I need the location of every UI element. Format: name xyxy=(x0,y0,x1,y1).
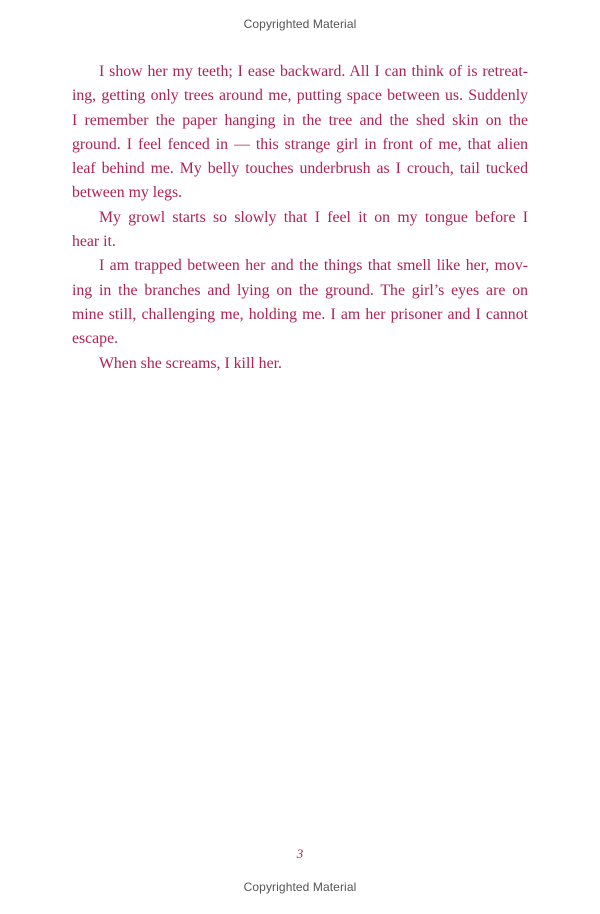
text-line: mine still, challenging me, holding me. I am her prisoner and I cannot xyxy=(72,305,528,323)
text-line: ing in the branches and lying on the ground. The girl’s eyes are on xyxy=(72,281,528,299)
text-line: ground. I feel fenced in — this strange girl in front of me, that alien xyxy=(72,135,528,153)
page-number: 3 xyxy=(296,846,304,861)
text-line: leaf behind me. My belly touches underbrush as I crouch, tail tucked xyxy=(72,160,528,178)
copyright-watermark-bottom: Copyrighted Material xyxy=(243,880,357,894)
paragraph xyxy=(72,352,528,376)
paragraph xyxy=(72,60,528,206)
text-line: My growl starts so slowly that I feel it on my tongue before I xyxy=(99,208,528,226)
text-line: hear it. xyxy=(72,233,116,251)
copyright-watermark-top: Copyrighted Material xyxy=(243,17,357,31)
text-line: escape. xyxy=(72,330,119,348)
paragraph xyxy=(72,206,528,255)
text-line: I show her my teeth; I ease backward. All I can think of is retreat- xyxy=(99,63,528,80)
text-line: ing, getting only trees around me, putting space between us. Suddenly xyxy=(72,87,528,105)
text-line: When she screams, I kill her. xyxy=(99,354,282,372)
text-line: I remember the paper hanging in the tree and the shed skin on the xyxy=(72,111,528,129)
paragraph xyxy=(72,254,528,351)
text-line: between my legs. xyxy=(72,184,183,202)
page-body xyxy=(72,60,528,376)
text-line: I am trapped between her and the things that smell like her, mov- xyxy=(99,257,528,275)
